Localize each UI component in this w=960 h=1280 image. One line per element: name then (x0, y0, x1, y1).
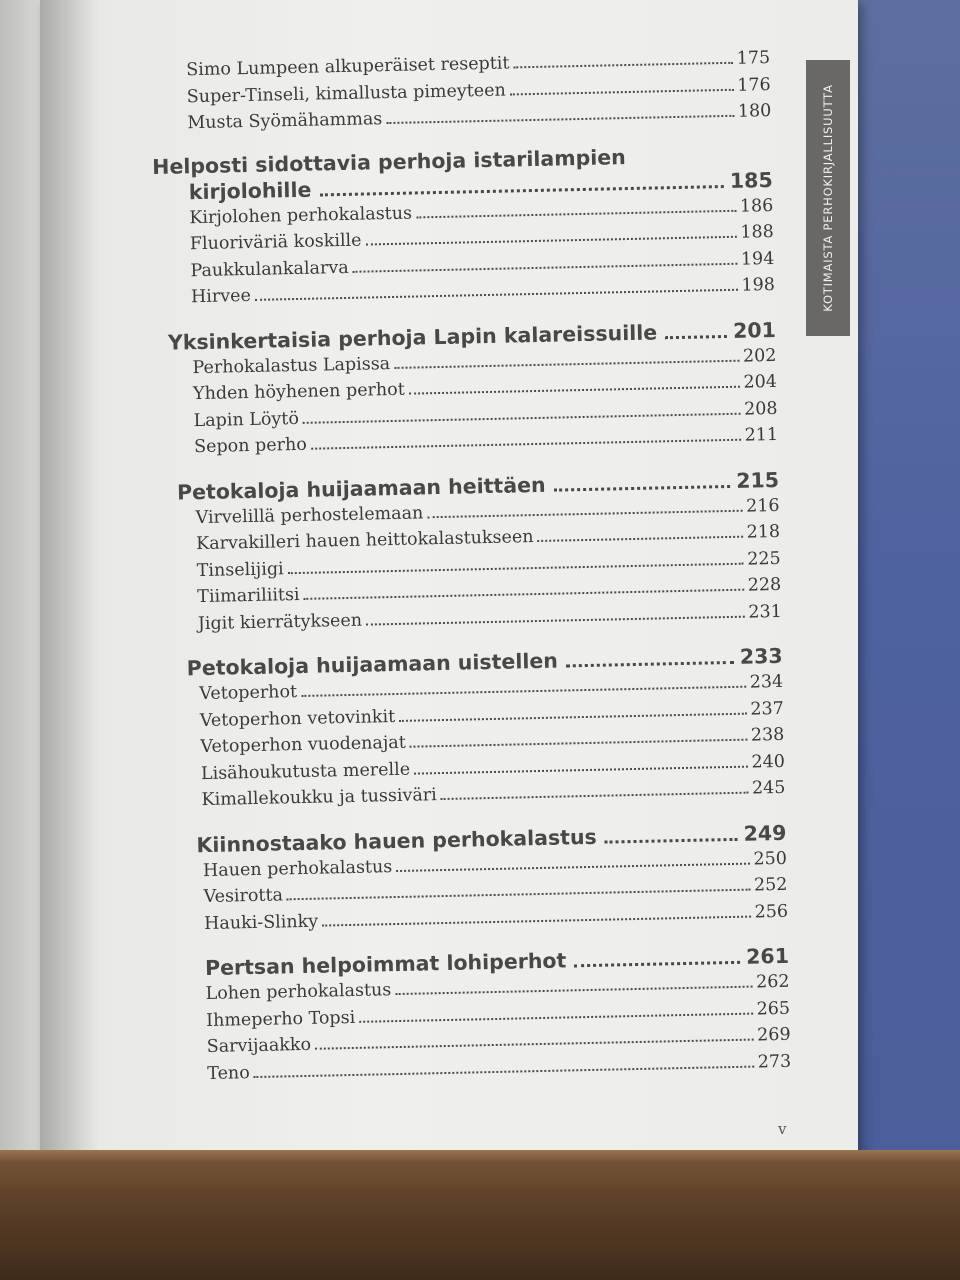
section-page: 185 (729, 167, 773, 193)
section-heading: Kiinnostaako hauen perhokalastus (196, 824, 597, 857)
dot-leader (359, 1012, 752, 1022)
toc-section (163, 643, 786, 814)
toc-entry-title: Fluoriväriä koskille (189, 230, 362, 255)
dot-leader (510, 88, 734, 95)
toc-section (159, 466, 782, 637)
toc-entry-page: 176 (737, 74, 771, 96)
toc-entry-title: Vetoperhon vetovinkit (199, 706, 396, 731)
section-heading: Petokaloja huijaamaan uistellen (186, 648, 559, 681)
toc-entry-page: 198 (741, 274, 776, 296)
toc-entry-title: Super-Tinseli, kimallusta pimeyteen (186, 80, 506, 107)
dot-leader (303, 412, 740, 423)
section-page: 233 (739, 643, 783, 669)
toc-entry-page: 175 (736, 48, 771, 69)
toc-entry-title: Musta Syömähammas (187, 109, 383, 134)
toc-entry-title: Lapin Löytö (193, 408, 300, 431)
toc-entry-title: Kimallekoukku ja tussiväri (201, 785, 437, 811)
toc-entry-page: 237 (750, 698, 784, 720)
page-number: v (778, 1120, 787, 1138)
toc-entry-title: Hauki-Slinky (203, 911, 319, 934)
toc-entry-page: 262 (755, 971, 790, 993)
toc-entry-title: Sarvijaakko (206, 1034, 312, 1058)
toc-entry-title: Virvelillä perhostelemaan (195, 502, 424, 528)
section-heading: Petokaloja huijaamaan heittäen (176, 472, 546, 505)
toc-entry-title: Vetoperhot (199, 682, 298, 705)
toc-entry-page: 269 (756, 1024, 791, 1046)
section-heading: Yksinkertaisia perhoja Lapin kalareissuille (167, 319, 658, 355)
section-page: 261 (745, 943, 790, 969)
toc-entry-page: 228 (747, 574, 782, 596)
section-heading-line1: Helposti sidottavia perhoja istarilampien (152, 144, 626, 179)
toc-entry-title: Karvakilleri hauen heittokalastukseen (195, 527, 534, 555)
toc-entry-page: 234 (749, 671, 784, 693)
toc-entry-page: 211 (744, 424, 779, 446)
toc-entry-title: Paukkulankalarva (190, 257, 349, 281)
dot-leader (414, 765, 747, 774)
toc-entry-page: 208 (743, 398, 778, 420)
dot-leader (304, 589, 744, 600)
dot-leader (399, 712, 746, 721)
section-heading: Pertsan helpoimmat lohiperhot (204, 948, 567, 981)
toc-entry-page: 202 (742, 345, 777, 367)
dot-leader (255, 289, 738, 301)
dot-leader (366, 615, 744, 625)
toc-entry-title: Vetoperhon vuodenajat (200, 732, 406, 758)
section-page: 201 (732, 317, 777, 343)
dot-leader (554, 484, 731, 491)
wooden-book-stand (0, 1150, 960, 1280)
toc-entry-page: 238 (750, 724, 785, 746)
toc-intro-entries (150, 45, 772, 137)
dot-leader (605, 837, 738, 843)
toc-section (169, 943, 792, 1088)
toc-entry-page: 265 (756, 998, 791, 1020)
toc-entry-page: 250 (753, 848, 788, 870)
dot-leader (301, 686, 746, 697)
toc-entry-title: Simo Lumpeen alkuperäiset reseptit (186, 53, 510, 81)
section-page: 249 (743, 820, 787, 846)
dot-leader (366, 236, 737, 246)
dot-leader (441, 792, 748, 800)
toc-entry-page: 204 (743, 371, 778, 393)
toc-entry-page: 216 (745, 495, 780, 517)
toc-entry-title: Ihmeperho Topsi (205, 1007, 356, 1031)
toc-entry-page: 186 (739, 195, 774, 217)
toc-entry-page: 188 (740, 221, 774, 243)
toc-entry-page: 180 (737, 101, 772, 122)
toc-entry-title: Teno (207, 1062, 250, 1084)
page-gutter-shadow (40, 0, 100, 1172)
toc-section (156, 316, 779, 461)
dot-leader (410, 739, 747, 748)
dot-leader (396, 862, 749, 871)
toc-entry-title: Perhokalastus Lapissa (192, 353, 391, 378)
toc-entry-title: Tinselijigi (196, 558, 284, 581)
dot-leader (394, 359, 739, 368)
chapter-side-tab-label: KOTIMAISTA PERHOKIRJALLISUUTTA (821, 84, 835, 312)
toc-entry-page: 218 (746, 521, 781, 543)
table-of-contents (150, 45, 792, 1106)
toc-entry-title: Hauen perhokalastus (202, 856, 393, 881)
dot-leader (386, 115, 734, 124)
dot-leader (513, 62, 732, 69)
dot-leader (254, 1065, 754, 1077)
dot-leader (315, 1039, 753, 1050)
toc-entry-title: Vesirotta (203, 885, 284, 908)
toc-entry-title: Yhden höyhenen perhot (192, 379, 405, 405)
dot-leader (574, 961, 740, 967)
dot-leader (288, 562, 744, 574)
dot-leader (538, 536, 743, 542)
toc-entry-page: 240 (751, 751, 786, 773)
toc-entry-page: 273 (757, 1051, 792, 1072)
toc-entry-title: Jigit kierrätykseen (197, 610, 363, 634)
toc-entry-page: 256 (754, 901, 789, 923)
dot-leader (665, 334, 727, 338)
dot-leader (353, 262, 737, 272)
toc-entry-title: Kirjolohen perhokalastus (189, 203, 413, 228)
toc-section (166, 819, 788, 937)
toc-entry-page: 225 (747, 548, 781, 570)
toc-entry-page: 231 (748, 601, 782, 623)
dot-leader (416, 209, 736, 218)
dot-leader (311, 439, 741, 450)
wooden-stand-lip (0, 1150, 960, 1164)
toc-entry-title: Lisähoukutusta merelle (200, 759, 411, 784)
toc-entry-title: Tiimariliitsi (197, 584, 300, 608)
dot-leader (566, 661, 734, 668)
toc-entry-page: 252 (753, 874, 788, 896)
section-page: 215 (735, 467, 780, 493)
dot-leader (322, 915, 751, 926)
toc-entry-page: 245 (751, 777, 786, 799)
toc-entry-title: Hirvee (190, 285, 252, 308)
dot-leader (409, 386, 740, 395)
toc-entry-page: 194 (740, 248, 775, 270)
dot-leader (427, 509, 742, 518)
toc-section (152, 140, 775, 311)
toc-entry-title: Sepon perho (193, 434, 308, 458)
dot-leader (287, 889, 750, 901)
dot-leader (395, 986, 752, 995)
toc-entry-title: Lohen perhokalastus (205, 980, 392, 1005)
section-heading: kirjolohille (188, 177, 312, 204)
